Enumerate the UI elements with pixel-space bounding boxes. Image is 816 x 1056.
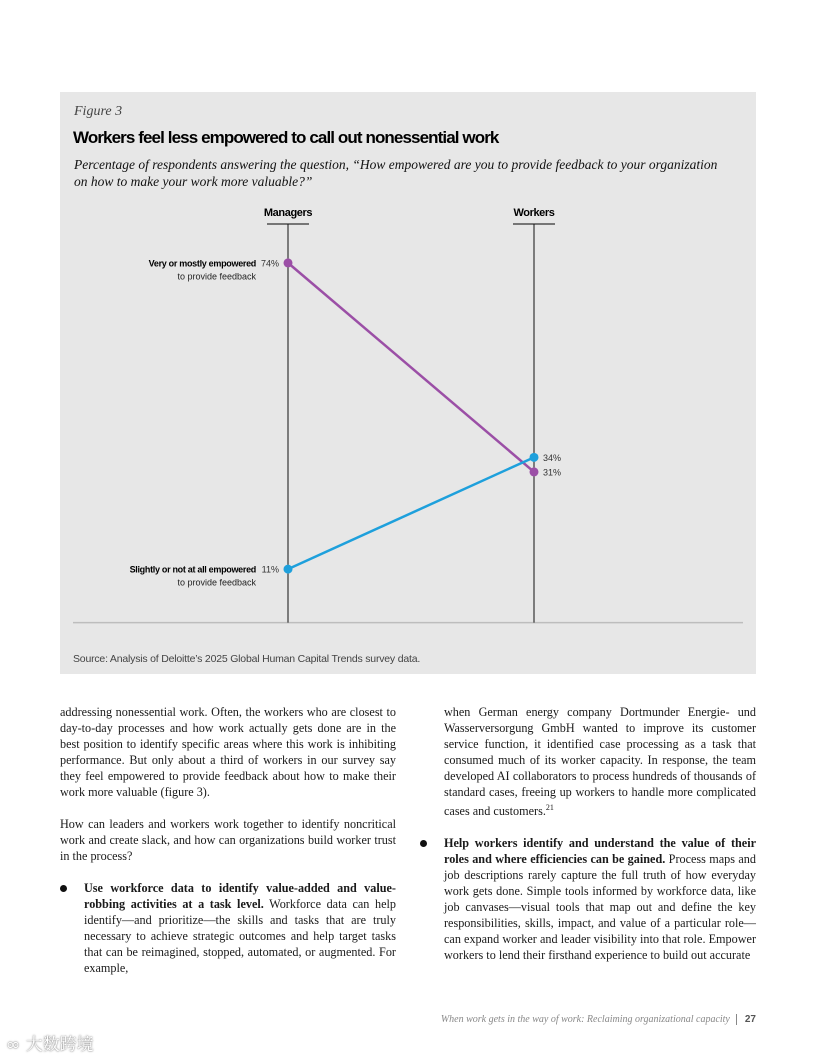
left-column	[60, 704, 396, 992]
data-label: 11%	[261, 564, 279, 575]
page-footer	[441, 1014, 756, 1025]
bullet-item	[420, 835, 756, 963]
data-label: 74%	[260, 258, 279, 269]
paragraph-text: when German energy company Dortmunder Energie- und Wasserversorgung GmbH wanted to improve its customer service function, it identified case processing as a task that consumed much of its worker capacity. In response, the team developed AI collaborators to process hundreds of thousands of standard cases, freeing up workers to handle more complicated cases and customers.	[444, 705, 756, 819]
data-label: 31%	[543, 467, 562, 478]
bullet-dot-icon	[420, 840, 427, 847]
paragraph: addressing nonessential work. Often, the workers who are closest to day-to-day processes and how work actually gets done are in the best position to identify specific areas where this work is inhibiting performance. But only about a third of workers in our survey say they feel empowered to provide feedback about how to make their work more valuable (figure 3).	[60, 705, 396, 799]
figure-label: Figure 3	[74, 104, 123, 119]
paragraph: How can leaders and workers work together to identify noncritical work and create slack, and how can organizations build worker trust in the process?	[60, 817, 396, 863]
footer-title: When work gets in the way of work: Reclaiming organizational capacity	[440, 1014, 730, 1025]
figure-panel	[60, 92, 756, 674]
series-label: Slightly or not at all empowered	[129, 564, 256, 575]
figure-title: Workers feel less empowered to call out nonessential work	[73, 128, 499, 147]
series-line	[288, 263, 534, 472]
axis-label-workers: Workers	[513, 207, 555, 219]
slope-chart	[60, 92, 756, 674]
page-number: 27	[736, 1014, 756, 1025]
bullet-heading: Use workforce data to identify value-added and value-robbing activities at a task level.	[84, 881, 396, 911]
right-column	[444, 704, 756, 979]
data-point	[530, 467, 539, 476]
bullet-heading: Help workers identify and understand the value of their roles and where efficiencies can be gained.	[444, 836, 756, 867]
data-point	[284, 565, 293, 574]
series-sublabel: to provide feedback	[177, 271, 256, 282]
watermark-logo: ∞ 大数跨境	[6, 1035, 94, 1055]
paragraph	[444, 704, 756, 819]
figure-subtitle: Percentage of respondents answering the question, “How empowered are you to provide feedback to your organization on how to make your work more valuable?”	[74, 157, 718, 189]
series-line	[288, 457, 534, 569]
bullet-text: Workforce data can help identify—and prioritize—the skills and tasks that are truly necessary to achieve strategic outcomes and help target tasks that can be reimagined, stopped, automated, or augmented. For example,	[84, 897, 396, 975]
figure-source: Source: Analysis of Deloitte’s 2025 Global Human Capital Trends survey data.	[73, 653, 421, 665]
data-point	[530, 453, 539, 462]
series-sublabel: to provide feedback	[177, 577, 256, 588]
bullet-text: Process maps and job descriptions rarely capture the full truth of how everyday work gets done. Simple tools informed by workforce data, like job canvases—visual tools that map out and define the key responsibilities, skills, impact, and value of a particular role—can expand worker and leader visibility into that role. Empower workers to lend their firsthand experience to build out accurate	[444, 852, 756, 963]
data-label: 34%	[543, 452, 562, 463]
bullet-dot-icon	[60, 885, 67, 892]
footnote-ref[interactable]: 21	[545, 803, 554, 812]
series-label: Very or mostly empowered	[148, 258, 256, 269]
axis-label-managers: Managers	[263, 207, 313, 219]
bullet-item	[60, 880, 396, 976]
data-point	[284, 258, 293, 267]
